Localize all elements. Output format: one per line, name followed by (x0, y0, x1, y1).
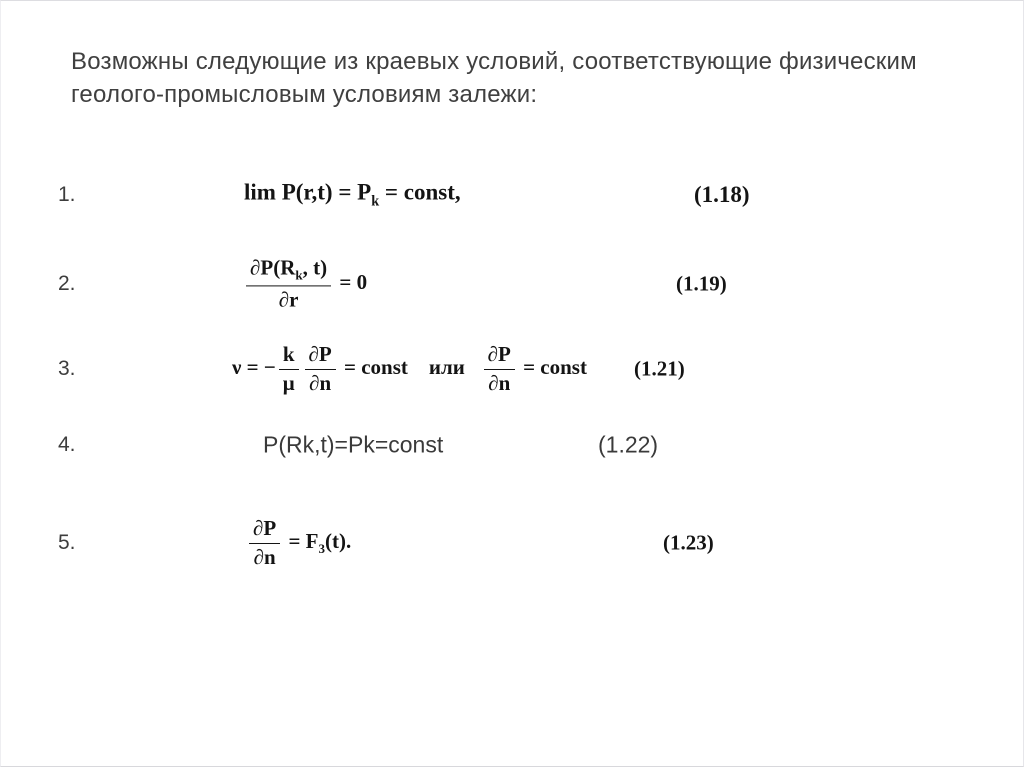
equation-number-4: (1.22) (598, 431, 659, 458)
equation-number-3: (1.21) (634, 356, 685, 381)
equation-row-3 (1, 337, 1023, 401)
equation-row-4 (1, 427, 1023, 463)
equation-number-1: (1.18) (694, 182, 750, 207)
item-number-5: 5. (58, 531, 76, 554)
slide-title (71, 45, 951, 111)
equation-number-2: (1.19) (676, 271, 727, 296)
formula-1: $\lim P(r,t) = P_k$ = const, (244, 179, 461, 210)
equation-row-1 (1, 169, 1023, 221)
equation-row-5 (1, 511, 1023, 575)
item-number-2: 2. (58, 272, 76, 295)
item-number-4: 4. (58, 433, 76, 456)
equation-row-2 (1, 255, 1023, 313)
item-number-3: 3. (58, 357, 76, 380)
equation-number-5: (1.23) (663, 530, 714, 555)
slide-title-line1: Возможны следующие из краевых условий, соответствующие физическим (71, 48, 917, 75)
formula-5: $\frac{\partial P}{\partial n}$ = $F_3(t)$. (246, 516, 351, 570)
item-number-1: 1. (58, 183, 76, 206)
formula-3: ν = − $\frac{k}{\mu}$ $\frac{\partial P}{\partial n}$ = const или $\frac{\partial P}{\partial n}$ = const (232, 342, 587, 395)
slide-title-line2: геолого-промысловым условиям залежи: (71, 81, 538, 108)
formula-2: $\frac{\partial P(R_k, t)}{\partial r}$ = 0 (243, 255, 367, 312)
formula-4: P(Rk,t)=Pk=const (263, 431, 444, 458)
